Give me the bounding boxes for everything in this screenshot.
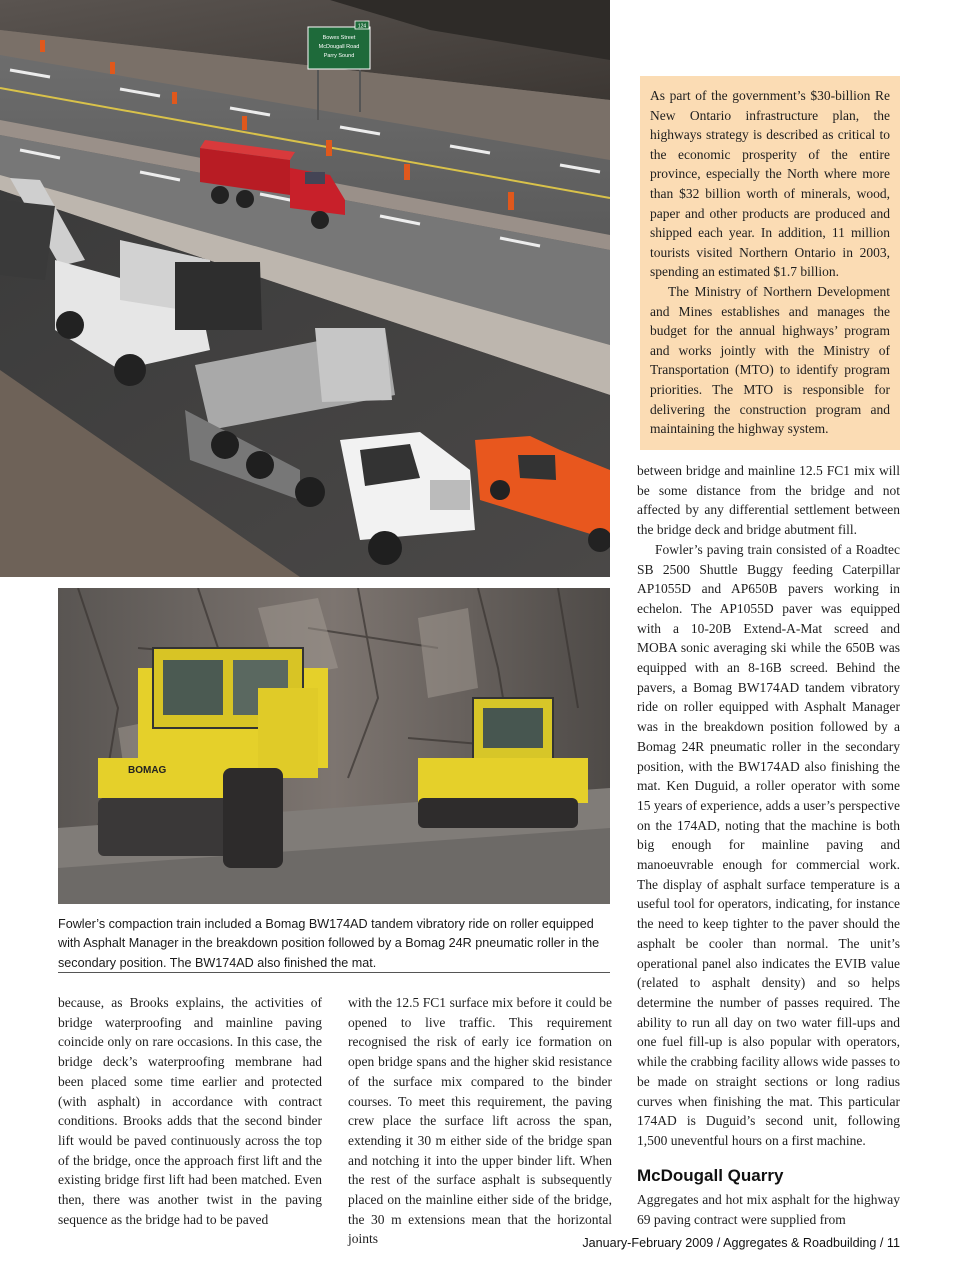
svg-text:BOMAG: BOMAG [128,765,167,776]
page-footer: January-February 2009 / Aggregates & Roadbuilding / 11 [582,1236,900,1250]
body-paragraph: Aggregates and hot mix asphalt for the highway 69 paving contract were supplied from [637,1192,900,1227]
body-column-2 [348,993,612,1249]
paving-train-photo [0,0,610,577]
section-heading: McDougall Quarry [637,1166,784,1185]
body-column-3-continued [637,1190,900,1229]
svg-text:124: 124 [357,23,367,30]
body-paragraph: with the 12.5 FC1 surface mix before it could be opened to live traffic. This requirement recognised the risk of early ice formation on open bridge spans and the higher skid resistance of the surface mix compared to the binder courses. To meet this requirement, the paving crew place the surface lift across the span, extending it 30 m either side of the bridge span and notching it into the upper binder lift. When the rest of the surface asphalt is subsequently placed on the mainline either side of the bridge, the 30 m extensions mean that the horizontal joints [348,995,612,1247]
sidebar-box [640,76,900,450]
sidebar-paragraph: The Ministry of Northern Development and Mines establishes and manages the budget for the annual highways’ program and works jointly with the Ministry of Transportation (MTO) to identify program priorities. The MTO is responsible for delivering the construction program and maintaining the highway system. [650,283,890,437]
photo-caption: Fowler’s compaction train included a Bomag BW174AD tandem vibratory ride on roller equipped with Asphalt Manager in the breakdown position followed by a Bomag 24R pneumatic roller in the secondary position. The BW174AD also finished the mat. [58,917,600,970]
sidebar-paragraph: As part of the government’s $30-billion Re New Ontario infrastructure plan, the highways strategy is described as critical to the economic prosperity of the entire province, especially the North where more than $32 billion worth of minerals, wood, paper and other products are produced and shipped each year. In addition, 11 million tourists visited Northern Ontario in 2003, spending an estimated $1.7 billion. [650,88,890,280]
svg-text:Parry Sound: Parry Sound [323,53,355,59]
body-paragraph: between bridge and mainline 12.5 FC1 mix will be some distance from the bridge and not affected by any differential settlement between the bridge deck and bridge abutment fill. [637,463,900,538]
body-column-3 [637,461,900,1151]
svg-text:McDougall Road: McDougall Road [318,44,360,50]
body-paragraph: because, as Brooks explains, the activities of bridge waterproofing and mainline paving coincide only on rare occasions. In this case, the bridge deck’s waterproofing membrane had been placed some time earlier and protected (with asphalt) in accordance with contract conditions. Brooks adds that the second binder lift would be paved continuously across the top of the bridge, once the approach first lift and the existing bridge first lift had been matched. Even then, there was another twist in the paving sequence as the bridge had to be paved [58,995,322,1227]
caption-divider [58,972,610,973]
body-paragraph: Fowler’s paving train consisted of a Roadtec SB 2500 Shuttle Buggy feeding Caterpillar AP1055D and AP650B pavers working in echelon. The AP1055D paver was equipped with a 10-20B Extend-A-Mat screed and MOBA sonic averaging ski while the 650B was equipped with an 8-16B screed. Behind the pavers, a Bomag BW174AD tandem vibratory ride on roller equipped with Asphalt Manager was in the breakdown position followed by a Bomag 24R pneumatic roller in the secondary position, with the BW174AD also finishing the mat. Ken Duguid, a roller operator with some 15 years of experience, adds a user’s perspective on the 174AD, noting that the machine is both big enough for mainline paving and manoeuvrable enough for commercial work. The display of asphalt surface temperature is a useful tool for operators, indicating, for instance the need to keep tighter to the paver should the asphalt be cooler than normal. The unit’s operational panel also indicates the EVIB value (related to asphalt density) and so helps determine the number of passes required. The ability to run all day on two water fill-ups and one fuel fill-up is also popular with operators, while the crabbing facility allows wide passes to be made on straight sections or long radius curves when finishing the mat. This particular 174AD is Duguid’s second unit, following 1,500 uneventful hours on a first machine. [637,541,900,1148]
compaction-rollers-photo [58,588,610,904]
body-column-1 [58,993,322,1229]
svg-text:Bowes Street: Bowes Street [322,35,356,41]
